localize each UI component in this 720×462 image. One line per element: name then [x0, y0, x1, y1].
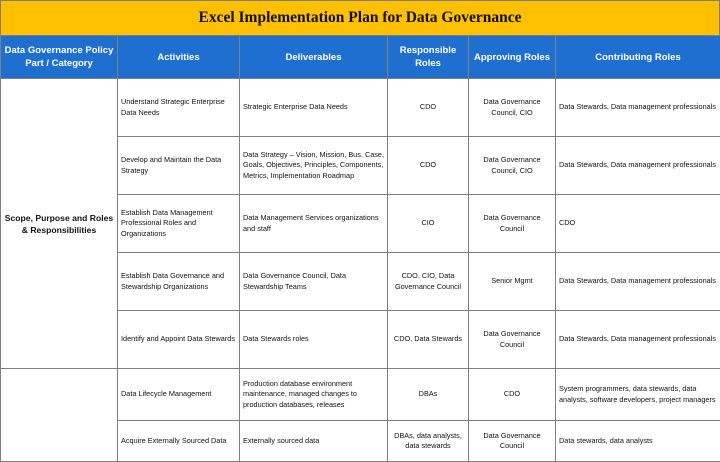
approving-cell[interactable]: Data Governance Council, CIO: [469, 137, 556, 195]
header-contributing-roles[interactable]: Contributing Roles: [556, 36, 720, 79]
responsible-cell[interactable]: CDO: [388, 79, 469, 137]
approving-cell[interactable]: Data Governance Council: [469, 311, 556, 369]
header-approving-roles[interactable]: Approving Roles: [469, 36, 556, 79]
deliverable-cell[interactable]: Data Management Services organizations and staff: [240, 195, 388, 253]
deliverable-cell[interactable]: Strategic Enterprise Data Needs: [240, 79, 388, 137]
responsible-cell[interactable]: DBAs, data analysts, data stewards: [388, 421, 469, 462]
deliverable-cell[interactable]: Production database environment maintenance, managed changes to production databases, releases: [240, 369, 388, 421]
contributing-cell[interactable]: Data stewards, data analysts: [556, 421, 720, 462]
contributing-cell[interactable]: Data Stewards, Data management professionals: [556, 79, 720, 137]
header-responsible-roles[interactable]: Responsible Roles: [388, 36, 469, 79]
deliverable-cell[interactable]: Data Stewards roles: [240, 311, 388, 369]
approving-cell[interactable]: Data Governance Council: [469, 421, 556, 462]
approving-cell[interactable]: Senior Mgmt: [469, 253, 556, 311]
responsible-cell[interactable]: CDO: [388, 137, 469, 195]
activity-cell[interactable]: Develop and Maintain the Data Strategy: [118, 137, 240, 195]
header-deliverables[interactable]: Deliverables: [240, 36, 388, 79]
header-activities[interactable]: Activities: [118, 36, 240, 79]
header-category[interactable]: Data Governance Policy Part / Category: [1, 36, 118, 79]
responsible-cell[interactable]: CIO: [388, 195, 469, 253]
contributing-cell[interactable]: System programmers, data stewards, data analysts, software developers, project managers: [556, 369, 720, 421]
activity-cell[interactable]: Establish Data Management Professional Roles and Organizations: [118, 195, 240, 253]
implementation-plan-table: [0, 35, 720, 462]
contributing-cell[interactable]: CDO: [556, 195, 720, 253]
category-cell[interactable]: Scope, Purpose and Roles & Responsibilities: [1, 79, 118, 369]
deliverable-cell[interactable]: Data Governance Council, Data Stewardship Teams: [240, 253, 388, 311]
responsible-cell[interactable]: CDO, CIO, Data Governance Council: [388, 253, 469, 311]
activity-cell[interactable]: Establish Data Governance and Stewardship Organizations: [118, 253, 240, 311]
approving-cell[interactable]: CDO: [469, 369, 556, 421]
activity-cell[interactable]: Acquire Externally Sourced Data: [118, 421, 240, 462]
activity-cell[interactable]: Identify and Appoint Data Stewards: [118, 311, 240, 369]
contributing-cell[interactable]: Data Stewards, Data management professionals: [556, 137, 720, 195]
table-row: [1, 79, 720, 137]
table-row: [1, 369, 720, 421]
deliverable-cell[interactable]: Externally sourced data: [240, 421, 388, 462]
responsible-cell[interactable]: CDO, Data Stewards: [388, 311, 469, 369]
approving-cell[interactable]: Data Governance Council: [469, 195, 556, 253]
sheet-title: Excel Implementation Plan for Data Governance: [198, 9, 521, 27]
contributing-cell[interactable]: Data Stewards, Data management professionals: [556, 311, 720, 369]
category-cell[interactable]: [1, 369, 118, 462]
sheet-title-bar: [0, 0, 720, 35]
activity-cell[interactable]: Understand Strategic Enterprise Data Needs: [118, 79, 240, 137]
approving-cell[interactable]: Data Governance Council, CIO: [469, 79, 556, 137]
contributing-cell[interactable]: Data Stewards, Data management professionals: [556, 253, 720, 311]
header-row: [1, 36, 720, 79]
activity-cell[interactable]: Data Lifecycle Management: [118, 369, 240, 421]
deliverable-cell[interactable]: Data Strategy – Vision, Mission, Bus. Case, Goals, Objectives, Principles, Components, Metrics, Implementation Roadmap: [240, 137, 388, 195]
responsible-cell[interactable]: DBAs: [388, 369, 469, 421]
